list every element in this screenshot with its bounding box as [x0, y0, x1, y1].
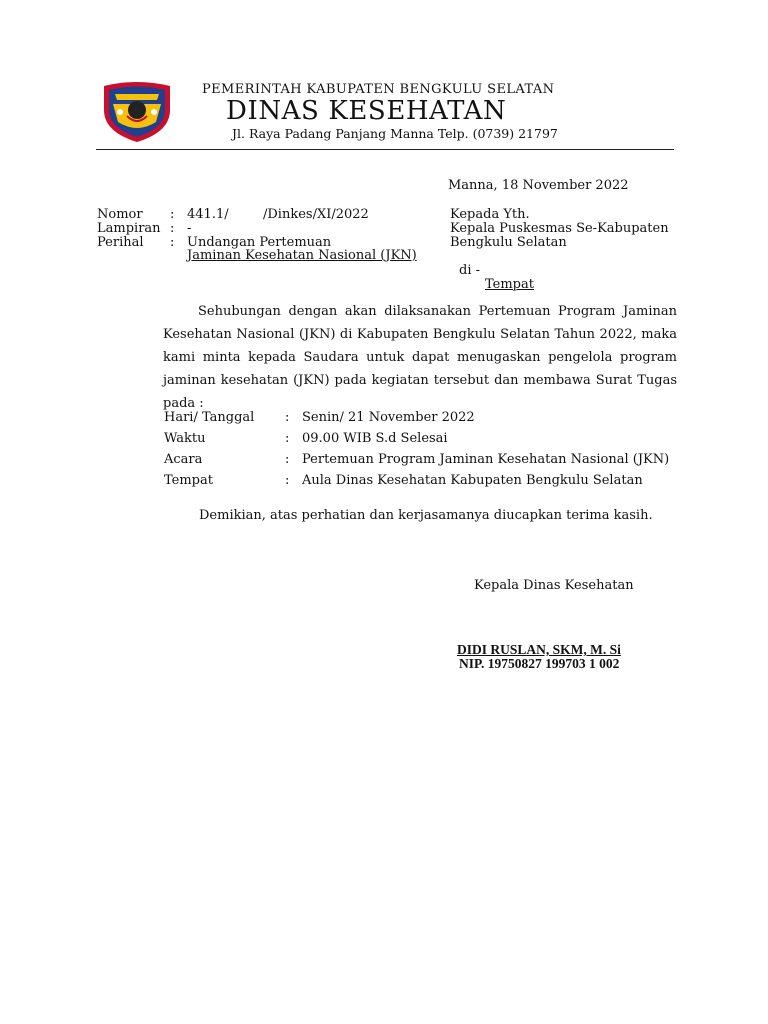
- lampiran-label: Lampiran: [97, 221, 161, 236]
- date-line: Manna, 18 November 2022: [448, 178, 629, 193]
- schedule-value-venue: Aula Dinas Kesehatan Kabupaten Bengkulu Selatan: [302, 473, 643, 488]
- schedule-label-venue: Tempat: [164, 473, 213, 488]
- department-address: Jl. Raya Padang Panjang Manna Telp. (0739) 21797: [232, 126, 558, 141]
- perihal-label: Perihal: [97, 235, 144, 250]
- recipient-line2: Kepala Puskesmas Se-Kabupaten: [450, 221, 669, 236]
- lampiran-colon: :: [170, 221, 175, 236]
- recipient-line1: Kepada Yth.: [450, 207, 530, 222]
- schedule-colon-event: :: [285, 452, 290, 467]
- lampiran-value: -: [187, 221, 192, 236]
- perihal-line2: Jaminan Kesehatan Nasional (JKN): [187, 248, 417, 263]
- nomor-colon: :: [170, 207, 175, 222]
- recipient-place: Tempat: [485, 277, 534, 292]
- schedule-value-time: 09.00 WIB S.d Selesai: [302, 431, 448, 446]
- closing-sentence: Demikian, atas perhatian dan kerjasamanya diucapkan terima kasih.: [199, 508, 653, 523]
- signature-title: Kepala Dinas Kesehatan: [474, 578, 634, 593]
- perihal-colon: :: [170, 235, 175, 250]
- schedule-colon-venue: :: [285, 473, 290, 488]
- nomor-value-b: /Dinkes/XI/2022: [263, 207, 369, 222]
- bengkulu-selatan-coat-of-arms-icon: [100, 80, 174, 144]
- nomor-label: Nomor: [97, 207, 143, 222]
- body-paragraph: Sehubungan dengan akan dilaksanakan Pertemuan Program Jaminan Kesehatan Nasional (JKN) di Kabupaten Bengkulu Selatan Tahun 2022, maka kami minta kepada Saudara untuk dapat menugaskan pengelola program jaminan kesehatan (JKN) pada kegiatan tersebut dan membawa Surat Tugas pada :: [163, 304, 677, 411]
- schedule-value-event: Pertemuan Program Jaminan Kesehatan Nasional (JKN): [302, 452, 670, 467]
- schedule-label-time: Waktu: [164, 431, 206, 446]
- signature-nip: NIP. 19750827 199703 1 002: [459, 656, 620, 671]
- schedule-colon-time: :: [285, 431, 290, 446]
- signature-name: DIDI RUSLAN, SKM, M. Si: [457, 642, 621, 657]
- recipient-line3: Bengkulu Selatan: [450, 235, 567, 250]
- recipient-di: di -: [459, 263, 481, 278]
- department-name: DINAS KESEHATAN: [226, 96, 507, 126]
- government-name: PEMERINTAH KABUPATEN BENGKULU SELATAN: [202, 82, 555, 97]
- schedule-label-event: Acara: [164, 452, 203, 467]
- schedule-colon-date: :: [285, 410, 290, 425]
- nomor-value-a: 441.1/: [187, 207, 229, 222]
- schedule-value-date: Senin/ 21 November 2022: [302, 410, 475, 425]
- letterhead-divider: [96, 149, 674, 150]
- schedule-label-date: Hari/ Tanggal: [164, 410, 255, 425]
- perihal-line1: Undangan Pertemuan: [187, 235, 332, 250]
